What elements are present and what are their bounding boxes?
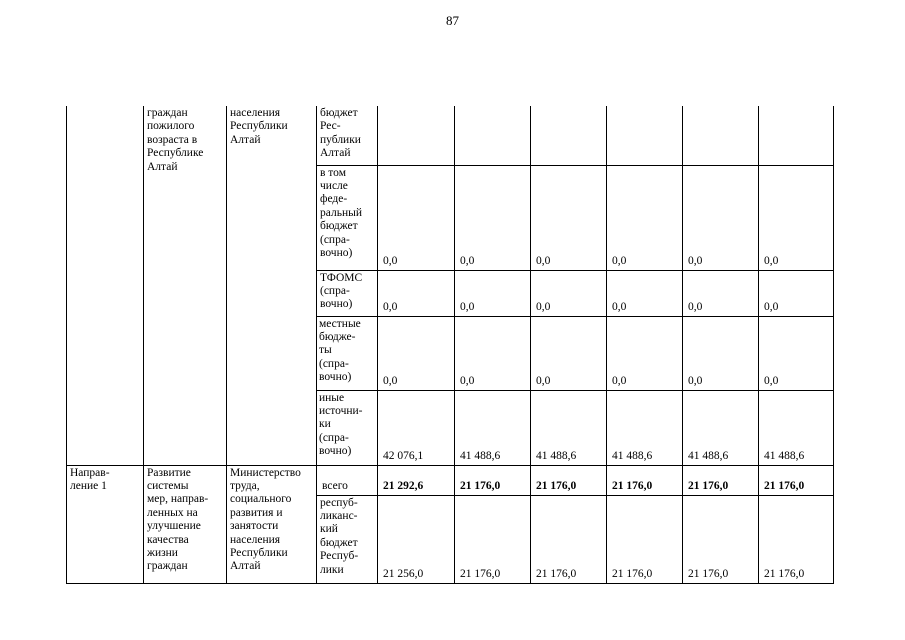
value-cell: 21 176,0 [531,465,607,495]
code-cell [67,106,144,465]
value-cell: 21 176,0 [759,495,834,583]
funding-source-cell: в том числе феде- ральный бюджет (спра- вочно) [317,165,378,270]
value-cell: 21 176,0 [455,465,531,495]
value-cell: 0,0 [759,270,834,316]
funding-source-cell: респуб- ликанс- кий бюджет Респуб- лики [317,495,378,583]
value-cell: 41 488,6 [455,390,531,465]
value-cell: 0,0 [683,316,759,390]
value-cell: 21 292,6 [378,465,455,495]
direction-code-cell: Направ- ление 1 [67,465,144,583]
value-cell: 0,0 [531,270,607,316]
value-cell: 41 488,6 [683,390,759,465]
value-cell [531,106,607,165]
value-cell: 0,0 [607,270,683,316]
funding-source-cell: бюджет Рес- публики Алтай [317,106,378,165]
value-cell [378,106,455,165]
value-cell [759,106,834,165]
value-cell: 0,0 [378,270,455,316]
value-cell: 41 488,6 [531,390,607,465]
value-cell: 0,0 [455,316,531,390]
funding-source-cell: местные бюдже- ты (спра- вочно) [317,316,378,390]
value-cell: 0,0 [683,165,759,270]
table-row [67,106,834,165]
value-cell: 21 176,0 [683,495,759,583]
value-cell [455,106,531,165]
event-name-cell: граждан пожилого возраста в Республике Алтай [144,106,227,465]
funding-source-cell: ТФОМС (спра- вочно) [317,270,378,316]
value-cell: 21 176,0 [455,495,531,583]
value-cell: 21 176,0 [607,495,683,583]
value-cell [607,106,683,165]
page-number: 87 [446,13,459,28]
value-cell: 0,0 [607,165,683,270]
table-row [67,465,834,495]
value-cell: 0,0 [759,165,834,270]
value-cell: 21 176,0 [607,465,683,495]
value-cell: 0,0 [455,165,531,270]
value-cell: 41 488,6 [607,390,683,465]
value-cell: 0,0 [607,316,683,390]
value-cell: 0,0 [455,270,531,316]
value-cell: 0,0 [759,316,834,390]
value-cell: 0,0 [531,316,607,390]
direction-executor-cell: Министерство труда, социального развития и занятости населения Республики Алтай [227,465,317,583]
value-cell: 0,0 [531,165,607,270]
value-cell: 0,0 [378,316,455,390]
value-cell: 42 076,1 [378,390,455,465]
program-funding-table [66,106,834,584]
value-cell: 0,0 [378,165,455,270]
value-cell: 0,0 [683,270,759,316]
value-cell: 41 488,6 [759,390,834,465]
value-cell: 21 176,0 [683,465,759,495]
funding-source-cell: всего [317,465,378,495]
value-cell: 21 176,0 [531,495,607,583]
value-cell: 21 176,0 [759,465,834,495]
executor-cell: населения Республики Алтай [227,106,317,465]
value-cell [683,106,759,165]
direction-name-cell: Развитие системы мер, направ- ленных на улучшение качества жизни граждан [144,465,227,583]
funding-source-cell: иные источни- ки (спра- вочно) [317,390,378,465]
value-cell: 21 256,0 [378,495,455,583]
